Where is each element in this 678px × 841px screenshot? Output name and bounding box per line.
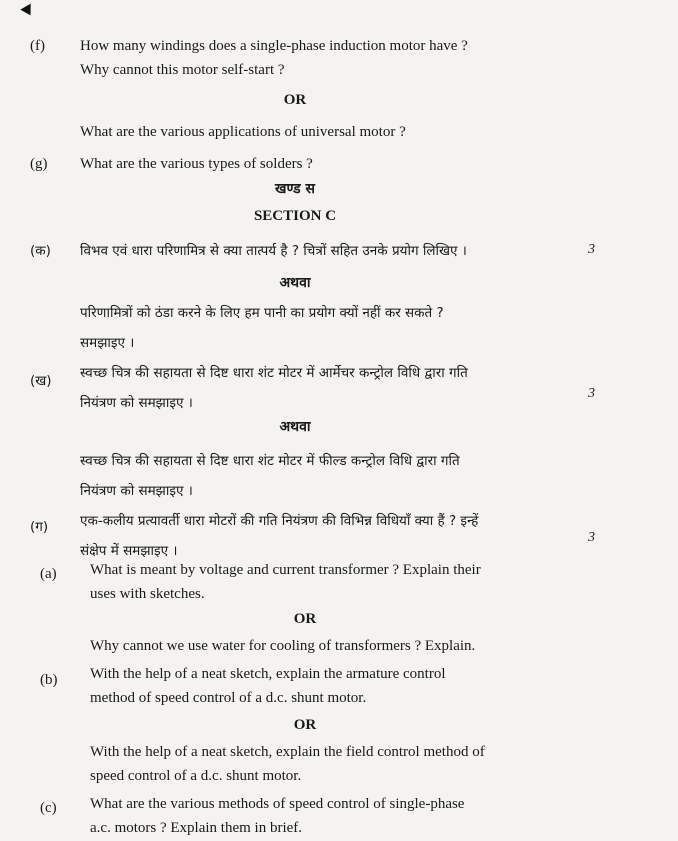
or-divider: OR: [293, 611, 317, 627]
question-ka-text: विभव एवं धारा परिणामित्र से क्या तात्पर्य है ? चित्रों सहित उनके प्रयोग लिखिए ।: [80, 243, 467, 259]
section-heading-hindi: खण्ड स: [275, 181, 315, 197]
question-f-text: How many windings does a single-phase induction motor have ? Why cannot this motor self-start ?: [80, 38, 468, 78]
question-c-text: What are the various methods of speed control of single-phase a.c. motors ? Explain them in brief.: [90, 796, 465, 836]
question-g-text: What are the various types of solders ?: [80, 156, 313, 172]
question-ka-label: (क): [30, 243, 51, 259]
question-ga-marks: 3: [588, 530, 595, 545]
question-b-alt: With the help of a neat sketch, explain the field control method of speed control of a d.c. shunt motor.: [90, 744, 485, 784]
question-kha-alt: स्वच्छ चित्र की सहायता से दिष्ट धारा शंट मोटर में फील्ड कन्ट्रोल विधि द्वारा गति नियंत्रण को समझाइए ।: [80, 453, 460, 499]
question-kha-marks: 3: [588, 386, 595, 401]
question-b-text: With the help of a neat sketch, explain the armature control method of speed control of a d.c. shunt motor.: [90, 666, 446, 706]
section-heading-english: SECTION C: [253, 208, 337, 224]
question-ga-label: (ग): [30, 519, 49, 535]
question-f-alt: What are the various applications of universal motor ?: [80, 124, 406, 140]
question-a-label: (a): [40, 566, 57, 582]
question-f-label: (f): [30, 38, 45, 54]
question-kha-text: स्वच्छ चित्र की सहायता से दिष्ट धारा शंट मोटर में आर्मेचर कन्ट्रोल विधि द्वारा गति नियंत्रण को समझाइए ।: [80, 365, 468, 411]
question-a-alt: Why cannot we use water for cooling of transformers ? Explain.: [90, 638, 476, 654]
athva-divider: अथवा: [279, 275, 311, 291]
question-kha-label: (ख): [30, 373, 52, 389]
question-ga-text: एक-कलीय प्रत्यावर्ती धारा मोटरों की गति नियंत्रण की विभिन्न विधियाँ क्या हैं ? इन्हें संक्षेप में समझाइए ।: [80, 513, 479, 559]
ink-mark: [20, 4, 35, 19]
question-b-label: (b): [40, 672, 58, 688]
athva-divider: अथवा: [279, 419, 311, 435]
question-c-label: (c): [40, 800, 57, 816]
question-g-label: (g): [30, 156, 48, 172]
question-a-text: What is meant by voltage and current transformer ? Explain their uses with sketches.: [90, 562, 481, 602]
question-ka-marks: 3: [588, 242, 595, 257]
question-ka-alt: परिणामित्रों को ठंडा करने के लिए हम पानी का प्रयोग क्यों नहीं कर सकते ? समझाइए ।: [80, 305, 444, 351]
or-divider: OR: [293, 717, 317, 733]
or-divider: OR: [283, 92, 307, 108]
